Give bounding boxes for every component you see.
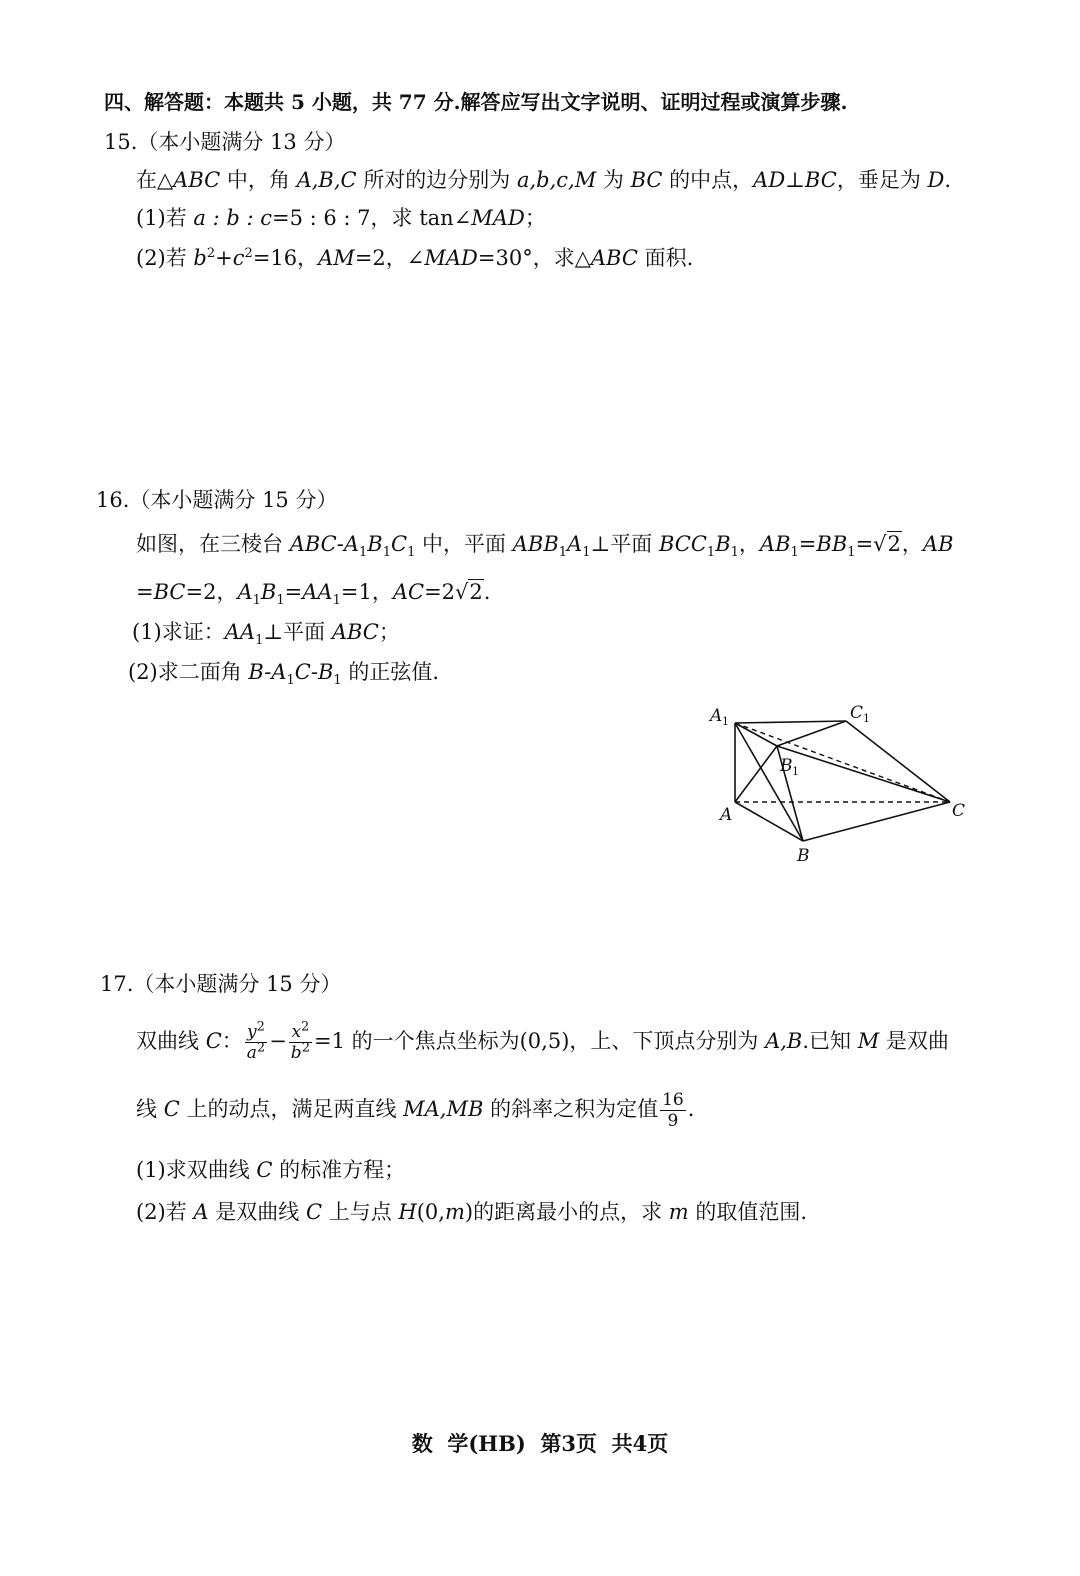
edge-B1-C [777, 746, 950, 802]
q17-sup: 2 [301, 1019, 310, 1035]
q16-sub: 1 [359, 545, 368, 561]
q16-text: = [798, 532, 817, 556]
q16-text: =2√ [424, 580, 469, 604]
q17-text: 上的动点，满足两直线 [179, 1097, 404, 1121]
q17-header: 17.（本小题满分 15 分） [100, 972, 342, 996]
q17-part-2 [136, 1198, 807, 1226]
q15-header: 15.（本小题满分 13 分） [104, 130, 346, 154]
q15-p2-math: c [232, 246, 245, 270]
q15-p2-math: ABC [590, 246, 638, 270]
q15-p2-math: AM [318, 246, 355, 270]
q17-math: y [247, 1022, 257, 1042]
q15-p2-sup: 2 [244, 246, 253, 261]
q17-math: A,B [765, 1029, 803, 1053]
q16-text: 中，平面 [415, 532, 513, 556]
q17-sup: 2 [301, 1040, 310, 1056]
q16-stem-line2 [136, 578, 491, 609]
q15-stem [136, 166, 951, 194]
q17-text: 双曲线 [136, 1029, 206, 1053]
q16-text: (1)求证： [132, 620, 225, 644]
q16-radicand: 2 [469, 580, 483, 604]
q17-text: (1)求双曲线 [136, 1158, 257, 1182]
q15-p2-text: (2)若 [136, 246, 194, 270]
q16-sub: 1 [730, 545, 739, 561]
q16-text: =2， [185, 580, 238, 604]
label-B1: B [780, 756, 793, 776]
q15-p2-math: b [193, 246, 207, 270]
q16-math: C [391, 532, 408, 556]
q17-stem-line1 [136, 1019, 949, 1063]
q15-stem-text: 所对的边分别为 [356, 168, 517, 192]
q16-text: 如图，在三棱台 [136, 532, 290, 556]
q16-radicand: 2 [887, 532, 901, 556]
q17-math: A [193, 1200, 209, 1224]
q15-p2-text: =16， [252, 246, 319, 270]
q16-text: 的正弦值. [341, 660, 440, 684]
edge-A-B [735, 802, 803, 841]
label-C1: C [850, 703, 864, 723]
q17-text: (0, [416, 1200, 445, 1224]
q17-math: m [668, 1200, 689, 1224]
q15-stem-math: BC [630, 168, 663, 192]
q16-sub: 1 [255, 633, 264, 649]
q15-p2-text: =30°，求△ [477, 246, 591, 270]
q17-stem-line2 [136, 1090, 694, 1131]
q16-math: BB [816, 532, 848, 556]
q16-sub: 1 [706, 545, 716, 561]
label-B1-sub: 1 [792, 765, 799, 778]
q16-math: BC [153, 580, 186, 604]
q17-text: 线 [136, 1097, 164, 1121]
q16-math: B [367, 532, 383, 556]
q16-sub: 1 [276, 593, 285, 609]
q15-stem-math: AD⊥BC [753, 168, 837, 192]
q17-math: C [256, 1158, 273, 1182]
label-B: B [797, 846, 810, 866]
fraction-numerator: 16 [662, 1090, 684, 1110]
q16-math: ABC-A [289, 532, 360, 556]
q17-math: H [398, 1200, 417, 1224]
q16-header: 16.（本小题满分 15 分） [96, 488, 338, 512]
q15-p1-math: MAD [471, 206, 525, 230]
dashed-A1-C [735, 723, 950, 802]
q16-math: B [715, 532, 731, 556]
q16-sub: 1 [382, 545, 392, 561]
q17-text: 的标准方程； [272, 1158, 406, 1182]
q15-stem-math: D [927, 168, 945, 192]
q16-sub: 1 [790, 545, 799, 561]
label-C: C [952, 801, 966, 821]
q16-sub: 1 [252, 593, 261, 609]
q17-sup: 2 [256, 1040, 266, 1056]
q17-math: C [305, 1200, 323, 1224]
q15-stem-text: 为 [596, 168, 631, 192]
q16-sub: 1 [286, 673, 295, 689]
q16-math: AA [302, 580, 333, 604]
q17-sup: 2 [256, 1019, 265, 1035]
q17-text: (2)若 [136, 1200, 194, 1224]
q17-math: MA,MB [403, 1097, 484, 1121]
q16-text: = [284, 580, 303, 604]
q16-math: B [260, 580, 277, 604]
q17-text: 是双曲 [879, 1029, 949, 1053]
q17-math: M [857, 1029, 880, 1053]
fraction-x2-b2 [289, 1019, 312, 1063]
q15-p2-math: MAD [424, 246, 478, 270]
q16-text: = [136, 580, 154, 604]
q17-math: C [205, 1029, 222, 1053]
q17-text: 的取值范围. [688, 1200, 808, 1224]
q17-text: )的距离最小的点，求 [464, 1200, 669, 1224]
q16-part-2 [128, 658, 440, 689]
q16-part-1 [132, 618, 400, 649]
q15-stem-math: ABC [173, 168, 221, 192]
q15-stem-text: 在△ [136, 168, 174, 192]
q16-text: (2)求二面角 [128, 660, 249, 684]
q17-text: ： [221, 1029, 243, 1053]
q16-math: C-B [294, 660, 334, 684]
q16-text: =1， [340, 580, 393, 604]
label-A1: A [710, 706, 723, 726]
q16-math: A [237, 580, 253, 604]
q16-sub: 1 [407, 545, 416, 561]
q16-sub: 1 [333, 673, 342, 689]
q17-text: 是双曲线 [208, 1200, 306, 1224]
q15-p2-text: =2，∠ [354, 246, 425, 270]
q16-text: . [483, 580, 491, 604]
q15-part-1 [136, 204, 546, 232]
q17-text: . [687, 1097, 695, 1121]
q15-p1-math: a : b : c [193, 206, 272, 230]
q15-stem-text: . [944, 168, 952, 192]
q16-stem-line1 [136, 530, 954, 561]
q15-p1-text: ； [524, 206, 546, 230]
q15-part-2 [136, 244, 693, 272]
fraction-denominator: 9 [667, 1111, 679, 1131]
q16-sub: 1 [332, 593, 341, 609]
q16-math: AB [922, 532, 954, 556]
q17-text: 的斜率之积为定值 [483, 1097, 659, 1121]
edge-A1-C1 [735, 721, 846, 723]
q15-stem-text: 的中点， [662, 168, 754, 192]
q16-math: ABC [331, 620, 379, 644]
q16-text: ； [378, 620, 400, 644]
q15-p2-sup: 2 [206, 246, 216, 261]
q16-math: A [567, 532, 583, 556]
q15-stem-math: a,b,c,M [516, 168, 597, 192]
q15-p2-text: 面积. [637, 246, 694, 270]
label-C1-sub: 1 [863, 712, 870, 725]
q16-text: ， [901, 532, 923, 556]
q15-stem-text: 中，角 [220, 168, 297, 192]
q17-text: 上与点 [322, 1200, 399, 1224]
label-A: A [720, 805, 733, 825]
q15-p1-text: =5 : 6 : 7，求 tan∠ [272, 206, 472, 230]
fraction-16-9 [660, 1090, 686, 1131]
segment-A-B1 [735, 746, 777, 802]
q16-sub: 1 [558, 545, 568, 561]
q17-text: =1 的一个焦点坐标为(0,5)，上、下顶点分别为 [313, 1029, 766, 1053]
q17-math: b [290, 1043, 302, 1063]
q16-math: AB [759, 532, 791, 556]
q16-text: ， [738, 532, 760, 556]
q16-math: B-A [248, 660, 287, 684]
fraction-y2-a2 [245, 1019, 267, 1063]
q15-p2-text: + [215, 246, 233, 270]
q17-text: − [269, 1029, 287, 1053]
q16-text: ⊥平面 [590, 532, 659, 556]
edge-B-C [803, 802, 950, 841]
q16-math: AA [224, 620, 256, 644]
q15-stem-text: ，垂足为 [836, 168, 928, 192]
q16-text: ⊥平面 [263, 620, 332, 644]
q16-sub: 1 [847, 545, 856, 561]
q16-sub: 1 [582, 545, 591, 561]
q17-math: m [444, 1200, 465, 1224]
page-footer: 数 学(HB) 第3页 共4页 [411, 1431, 669, 1456]
edge-C-C1 [846, 721, 950, 802]
label-A1-sub: 1 [722, 715, 729, 728]
q17-math: C [163, 1097, 180, 1121]
q17-math: a [246, 1043, 257, 1063]
frustum-figure [700, 696, 990, 871]
q16-math: ABB [512, 532, 559, 556]
q15-stem-math: A,B,C [296, 168, 357, 192]
section-heading: 四、解答题：本题共 5 小题，共 77 分.解答应写出文字说明、证明过程或演算步骤. [104, 90, 848, 114]
q16-text: =√ [855, 532, 887, 556]
q16-math: BCC [658, 532, 707, 556]
q17-part-1 [136, 1156, 405, 1184]
q17-math: x [291, 1022, 302, 1042]
q16-math: AC [392, 580, 425, 604]
q17-text: .已知 [802, 1029, 858, 1053]
q15-p1-text: (1)若 [136, 206, 194, 230]
